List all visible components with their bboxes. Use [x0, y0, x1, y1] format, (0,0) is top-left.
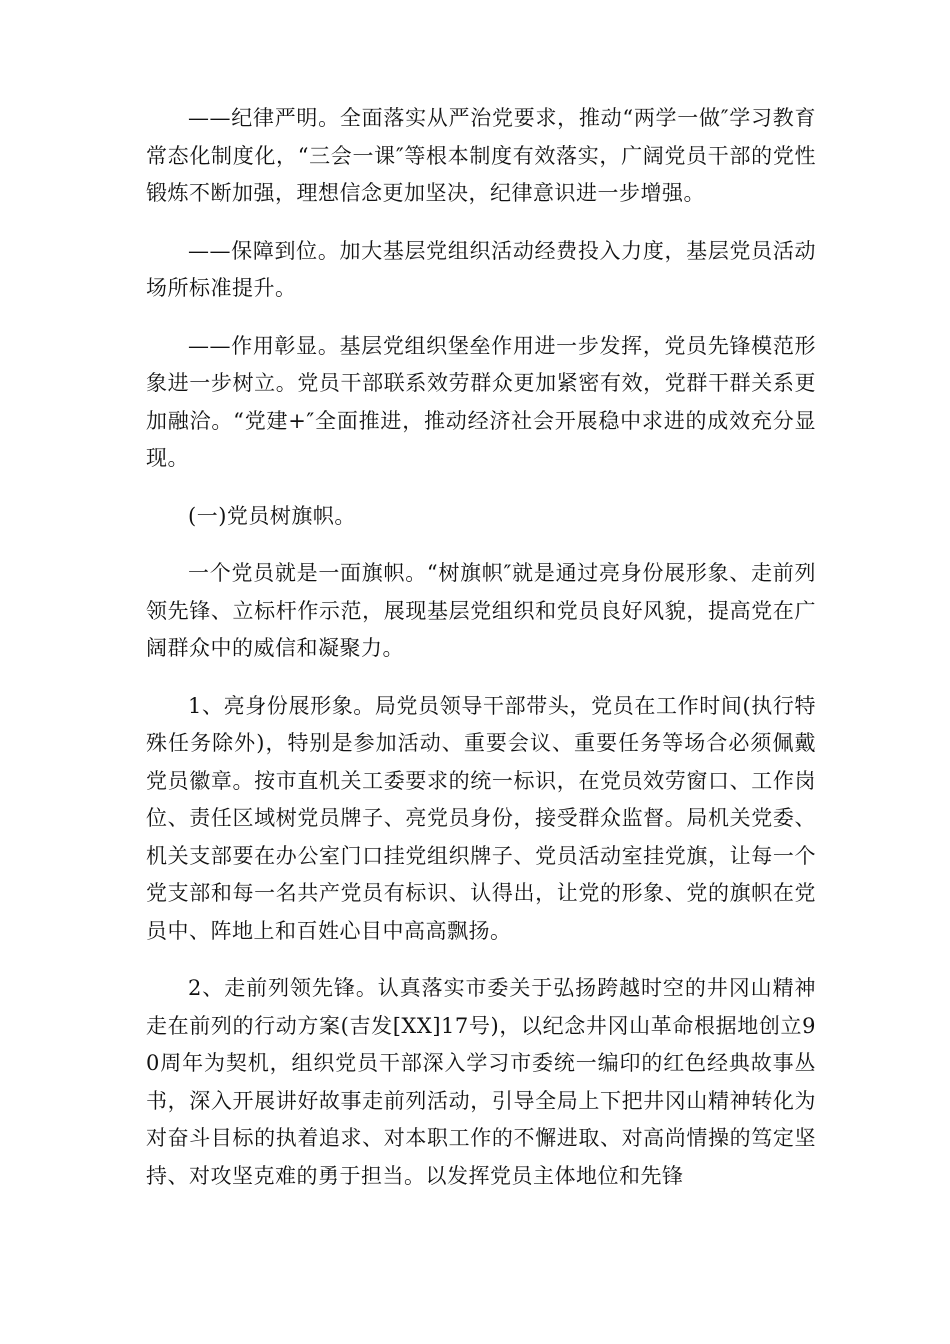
paragraph-discipline: ——纪律严明。全面落实从严治党要求，推动“两学一做″学习教育常态化制度化，“三会一课″等根本制度有效落实，广阔党员干部的党性锻炼不断加强，理想信念更加坚决，纪律意识进一步增强。 [146, 106, 816, 205]
paragraph-vanguard: 2、走前列领先锋。认真落实市委关于弘扬跨越时空的井冈山精神走在前列的行动方案(吉发[XX]17号)，以纪念井冈山革命根据地创立90周年为契机，组织党员干部深入学习市委统一编印的红色经典故事丛书，深入开展讲好故事走前列活动，引导全局上下把井冈山精神转化为对奋斗目标的执着追求、对本职工作的不懈进取、对高尚情操的笃定坚持、对攻坚克难的勇于担当。以发挥党员主体地位和先锋 [146, 976, 816, 1188]
paragraph-flag-intro: 一个党员就是一面旗帜。“树旗帜″就是通过亮身份展形象、走前列领先锋、立标杆作示范，展现基层党组织和党员良好风貌，提高党在广阔群众中的威信和凝聚力。 [146, 561, 816, 660]
document-page [146, 100, 816, 1215]
paragraph-guarantee: ——保障到位。加大基层党组织活动经费投入力度，基层党员活动场所标准提升。 [146, 238, 816, 300]
section-heading-flag: (一)党员树旗帜。 [188, 503, 356, 528]
paragraph-role: ——作用彰显。基层党组织堡垒作用进一步发挥，党员先锋模范形象进一步树立。党员干部联系效劳群众更加紧密有效，党群干群关系更加融洽。“党建+″全面推进，推动经济社会开展稳中求进的成效充分显现。 [146, 333, 816, 470]
paragraph-identity: 1、亮身份展形象。局党员领导干部带头，党员在工作时间(执行特殊任务除外)，特别是参加活动、重要会议、重要任务等场合必须佩戴党员徽章。按市直机关工委要求的统一标识，在党员效劳窗口、工作岗位、责任区域树党员牌子、亮党员身份，接受群众监督。局机关党委、机关支部要在办公室门口挂党组织牌子、党员活动室挂党旗，让每一个党支部和每一名共产党员有标识、认得出，让党的形象、党的旗帜在党员中、阵地上和百姓心目中高高飘扬。 [146, 693, 816, 943]
